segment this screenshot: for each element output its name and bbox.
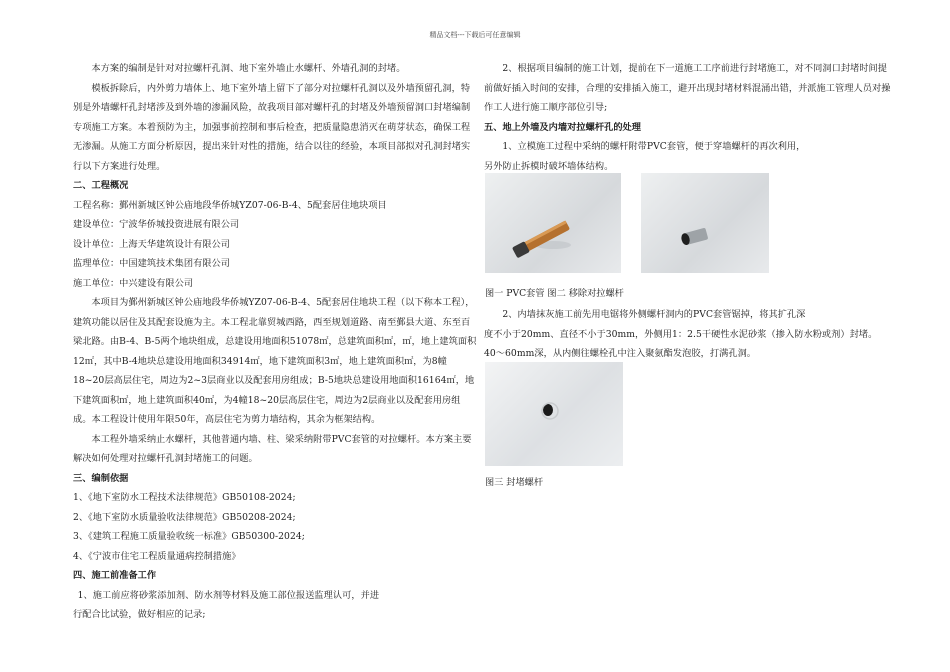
plugging-text <box>484 305 894 364</box>
info-designer: 设计单位：上海天华建筑设计有限公司 <box>73 238 231 250</box>
preparation-line-1: 1、施工前应将砂浆添加剂、防水剂等材料及施工部位报送监理认可，并进 <box>77 589 380 601</box>
reference-item: 4、《宁波市住宅工程质量通病控制措施》 <box>73 550 241 562</box>
right-column <box>484 59 894 176</box>
plugging-line-2: 度不小于20mm、直径不小于30mm，外侧用1：2.5干硬性水泥砂浆（掺入防水粉或剂）封堵。 <box>484 328 878 340</box>
schedule-paragraph: 2、根据项目编制的施工计划，提前在下一道施工工序前进行封堵施工，对不同洞口封堵时间提前做好插入时间的安排，合理的安排插入施工，避开出现封堵材料混涌出错，并派施工管理人员对操作工人进行施工顺序部位引导; <box>484 63 891 113</box>
plugging-line-3: 40～60mm深，从内侧往螺栓孔中注入聚氨酯发泡胶，打满孔洞。 <box>484 348 757 359</box>
info-supervisor: 监理单位：中国建筑技术集团有限公司 <box>73 258 231 269</box>
info-owner: 建设单位：宁波华侨城投资进展有限公司 <box>73 219 240 230</box>
info-project-name: 工程名称：鄞州新城区钟公庙地段华侨城YZ07-06-B-4、5配套居住地块项目 <box>73 199 387 211</box>
pvc-sleeve-line-2: 另外防止拆模时破坏墙体结构。 <box>484 160 614 172</box>
rod-removed-image <box>641 173 769 273</box>
reference-item: 1、《地下室防水工程技术法律规范》GB50108-2024; <box>73 492 296 503</box>
section-heading-bolt-holes: 五、地上外墙及内墙对拉螺杆孔的处理 <box>484 121 642 133</box>
section-heading-basis: 三、编制依据 <box>73 472 129 484</box>
intro-paragraph: 本方案的编制是针对对拉螺杆孔洞、地下室外墙止水螺杆、外墙孔洞的封堵。 <box>91 63 406 74</box>
pvc-sleeve-line-1: 1、立模施工过程中采纳的螺杆附带PVC套管，便于穿墙螺杆的再次利用， <box>502 141 806 152</box>
photo-plugged-hole <box>485 362 623 466</box>
reference-item: 3、《建筑工程施工质量验收统一标准》GB50300-2024; <box>73 531 305 542</box>
photo-pvc-sleeve <box>485 173 621 273</box>
project-description-paragraph: 本项目为鄞州新城区钟公庙地段华侨城YZ07-06-B-4、5配套居住地块工程（以下称本工程），建筑功能以居住及其配套设施为主。本工程北靠贸城西路，西至规划道路、南至鄞县大道、东至百梁北路。由B-4、B-5两个地块组成，总建设用地面积51078㎡，总建筑面积㎡，㎡，地上建筑面积12㎡，其中B-4地块总建设用地面积34914㎡，地下建筑面积3㎡，地上建筑面积㎡，为8幢18~20层高层住宅，周边为2~3层商业以及配套用房组成；B-5地块总建设用地面积16164㎡，地下建筑面积㎡，地上建筑面积40㎡，为4幢18~20层高层住宅，周边为2层商业以及配套用房组成。本工程设计使用年限50年，高层住宅为剪力墙结构，其余为框架结构。 <box>73 297 477 425</box>
info-contractor: 施工单位：中兴建设有限公司 <box>73 277 194 289</box>
caption-figure-3: 图三 封堵螺杆 <box>485 477 544 488</box>
section-heading-overview: 二、工程概况 <box>73 180 129 191</box>
scope-paragraph: 本工程外墙采纳止水螺杆，其他普通内墙、柱、梁采纳附带PVC套管的对拉螺杆。本方案主要解决如何处理对拉螺杆孔洞封堵施工的问题。 <box>73 433 472 464</box>
reference-item: 2、《地下室防水质量验收法律规范》GB50208-2024; <box>73 511 296 523</box>
plugging-line-1: 2、内墙抹灰施工前先用电锯将外侧螺杆洞内的PVC套管锯掉，将其扩孔深 <box>502 309 806 320</box>
section-heading-preparation: 四、施工前准备工作 <box>73 570 157 581</box>
header-note: 精品文档---下载后可任意编辑 <box>429 31 521 39</box>
preparation-line-2: 行配合比试验，做好相应的记录; <box>73 609 206 620</box>
left-column <box>73 59 478 625</box>
background-paragraph: 模板拆除后，内外剪力墙体上、地下室外墙上留下了部分对拉螺杆孔洞以及外墙预留孔洞，特别是外墙螺杆孔封堵涉及到外墙的渗漏风险，故我项目部对螺杆孔的封堵及外墙预留洞口封堵编制专项施工方案。本着预防为主，加强事前控制和事后检查，把质量隐患消灭在萌芽状态，确保工程无渗漏。从施工方面分析原因，提出来针对性的措施，结合以往的经验，本项目部拟对孔洞封堵实行以下方案进行处理。 <box>73 82 471 172</box>
plugged-hole-image <box>485 362 623 466</box>
pvc-sleeve-image <box>485 173 621 273</box>
photo-rod-removed <box>641 173 769 273</box>
caption-figures-1-2: 图一 PVC套管 图二 移除对拉螺杆 <box>485 288 624 299</box>
